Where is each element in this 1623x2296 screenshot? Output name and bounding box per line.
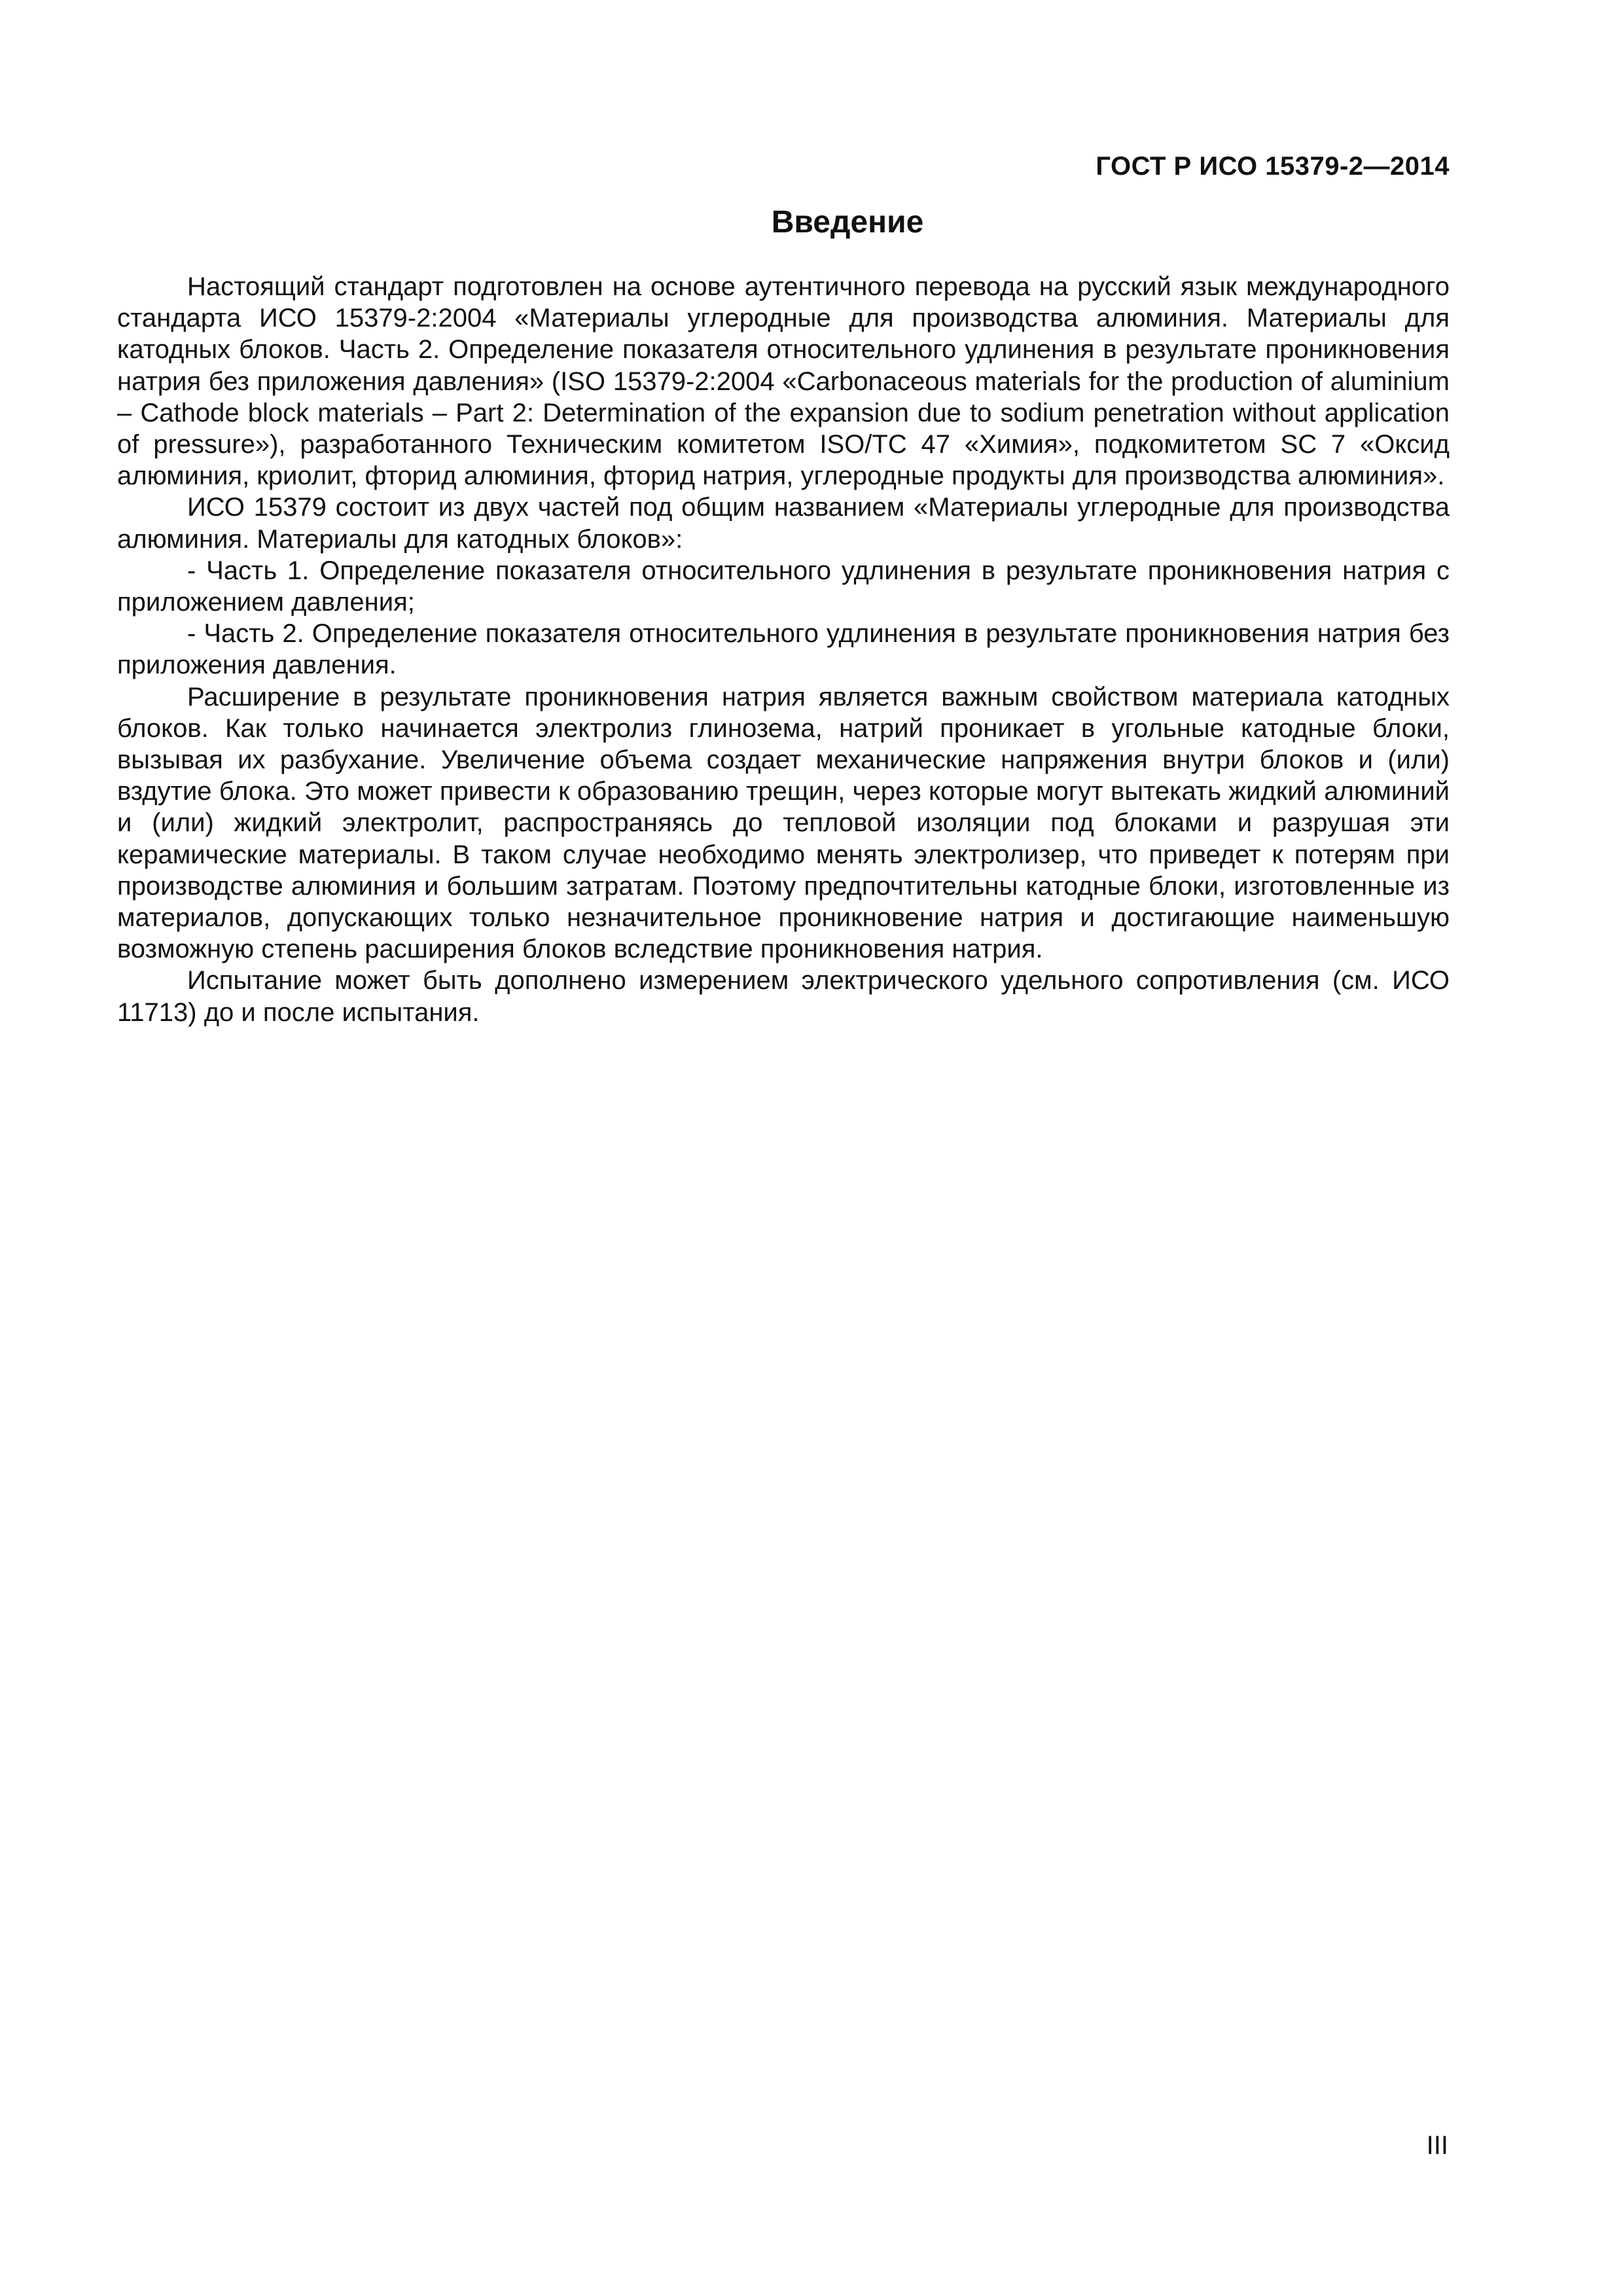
page-number: III: [1426, 2131, 1448, 2160]
document-id-header: ГОСТ Р ИСО 15379-2—2014: [1096, 152, 1450, 181]
body-text: [117, 271, 1450, 1028]
section-title: Введение: [771, 205, 924, 240]
paragraph-testing: Испытание может быть дополнено измерением электрического удельного сопротивления (см. ИСО 11713) до и после испытания.: [117, 966, 1450, 1027]
list-item-part-1: - Часть 1. Определение показателя относительного удлинения в результате проникновения натрия с приложением давления;: [117, 556, 1450, 617]
list-item-part-2: - Часть 2. Определение показателя относительного удлинения в результате проникновения натрия без приложения давления.: [117, 619, 1450, 680]
paragraph-parts: ИСО 15379 состоит из двух частей под общим названием «Материалы углеродные для производства алюминия. Материалы для катодных блоков»:: [117, 493, 1450, 554]
paragraph-intro: Настоящий стандарт подготовлен на основе аутентичного перевода на русский язык международного стандарта ИСО 15379-2:2004 «Материалы углеродные для производства алюминия. Материалы для катодных блоков. Часть 2. Определение показателя относительного удлинения в результате проникновения натрия без приложения давления» (ISO 15379-2:2004 «Carbonaceous materials for the production of aluminium – Cathode block materials – Part 2: Determination of the expansion due to sodium penetration without application of pressure»), разработанного Техническим комитетом ISO/TC 47 «Химия», подкомитетом SC 7 «Оксид алюминия, криолит, фторид алюминия, фторид натрия, углеродные продукты для производства алюминия».: [117, 272, 1450, 491]
paragraph-expansion: Расширение в результате проникновения натрия является важным свойством материала катодных блоков. Как только начинается электролиз глинозема, натрий проникает в угольные катодные блоки, вызывая их разбухание. Увеличение объема создает механические напряжения внутри блоков и (или) вздутие блока. Это может привести к образованию трещин, через которые могут вытекать жидкий алюминий и (или) жидкий электролит, распространяясь до тепловой изоляции под блоками и разрушая эти керамические материалы. В таком случае необходимо менять электролизер, что приведет к потерям при производстве алюминия и большим затратам. Поэтому предпочтительны катодные блоки, изготовленные из материалов, допускающих только незначительное проникновение натрия и достигающие наименьшую возможную степень расширения блоков вследствие проникновения натрия.: [117, 682, 1450, 964]
